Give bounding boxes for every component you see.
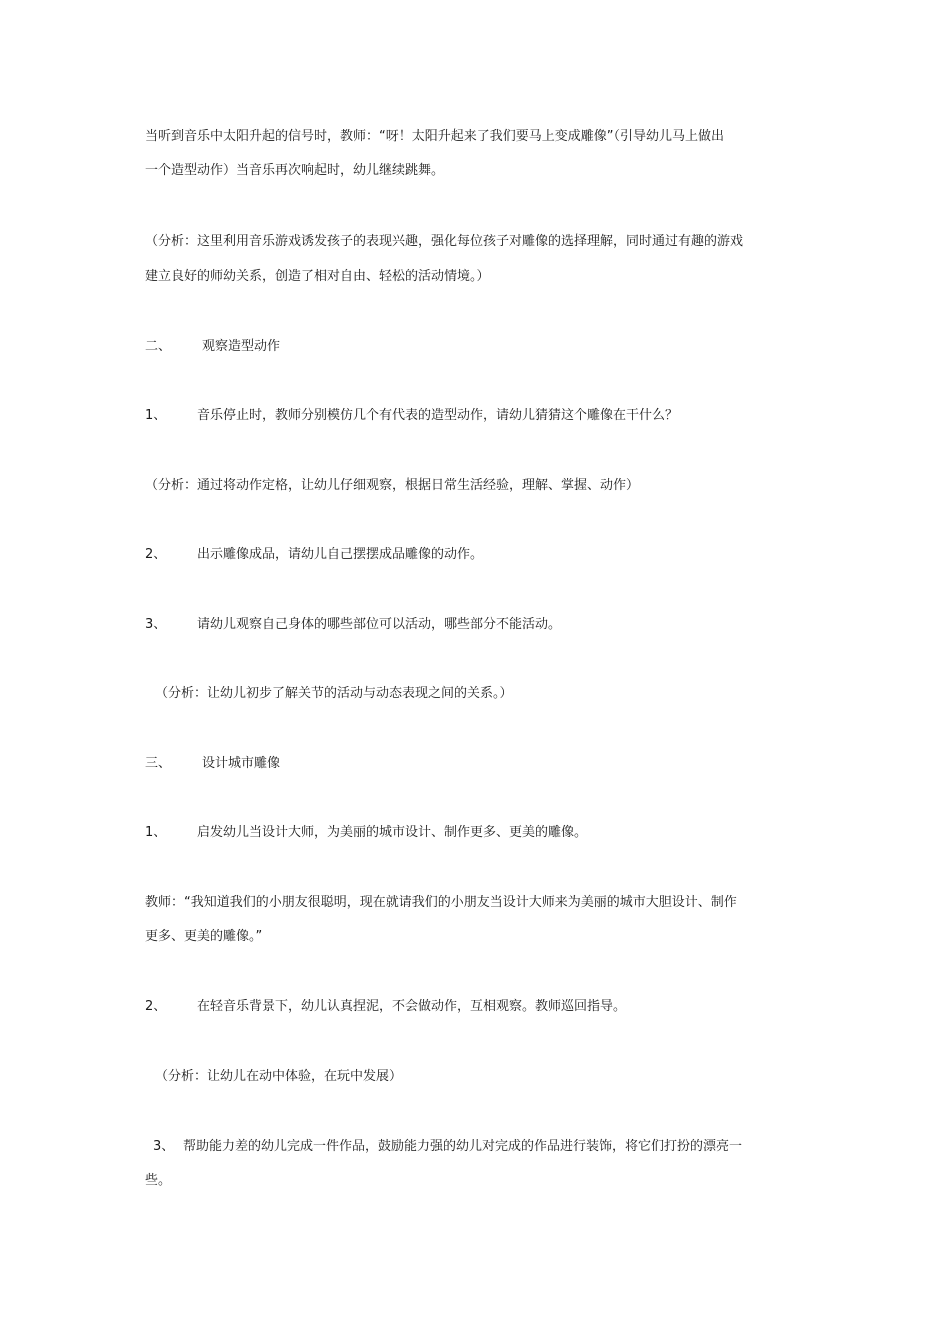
section-number: 三、 — [145, 756, 172, 771]
section-title: 观察造型动作 — [202, 339, 281, 354]
item-text: 启发幼儿当设计大师，为美丽的城市设计、制作更多、更美的雕像。 — [197, 825, 588, 840]
list-item — [145, 546, 483, 564]
paragraph-line: 更多、更美的雕像。” — [145, 929, 263, 944]
section-heading-3 — [145, 755, 280, 773]
analysis-line: （分析：让幼儿初步了解关节的活动与动态表现之间的关系。） — [155, 686, 513, 701]
list-item — [153, 1138, 742, 1156]
section-title: 设计城市雕像 — [202, 756, 281, 771]
paragraph-line: 一个造型动作）当音乐再次响起时，幼儿继续跳舞。 — [145, 163, 445, 178]
item-number: 1、 — [145, 825, 167, 840]
item-text: 请幼儿观察自己身体的哪些部位可以活动，哪些部分不能活动。 — [197, 617, 562, 632]
paragraph-line: 当听到音乐中太阳升起的信号时，教师：“呀！太阳升起来了我们要马上变成雕像”（引导幼儿马上做出 — [145, 129, 724, 144]
list-item — [145, 616, 561, 634]
paragraph-line: 教师：“我知道我们的小朋友很聪明，现在就请我们的小朋友当设计大师来为美丽的城市大胆设计、制作 — [145, 895, 737, 910]
list-item — [145, 407, 678, 425]
paragraph-line: 些。 — [145, 1173, 172, 1188]
item-text: 音乐停止时，教师分别模仿几个有代表的造型动作，请幼儿猜猜这个雕像在干什么？ — [197, 408, 679, 423]
list-item — [145, 998, 626, 1016]
analysis-line: （分析：这里利用音乐游戏诱发孩子的表现兴趣，强化每位孩子对雕像的选择理解，同时通过有趣的游戏 — [145, 234, 744, 249]
item-number: 2、 — [145, 999, 167, 1014]
item-number: 3、 — [153, 1139, 175, 1154]
item-number: 1、 — [145, 408, 167, 423]
analysis-line: （分析：让幼儿在动中体验，在玩中发展） — [155, 1069, 403, 1084]
analysis-line: （分析：通过将动作定格，让幼儿仔细观察，根据日常生活经验，理解、掌握、动作） — [145, 478, 640, 493]
item-text: 帮助能力差的幼儿完成一件作品，鼓励能力强的幼儿对完成的作品进行装饰，将它们打扮的漂亮一 — [183, 1139, 743, 1154]
analysis-line: 建立良好的师幼关系，创造了相对自由、轻松的活动情境。） — [145, 269, 490, 284]
item-text: 出示雕像成品，请幼儿自己摆摆成品雕像的动作。 — [197, 547, 484, 562]
item-text: 在轻音乐背景下，幼儿认真捏泥，不会做动作，互相观察。教师巡回指导。 — [197, 999, 627, 1014]
section-number: 二、 — [145, 339, 172, 354]
item-number: 3、 — [145, 617, 167, 632]
section-heading-2 — [145, 338, 280, 356]
item-number: 2、 — [145, 547, 167, 562]
list-item — [145, 824, 587, 842]
